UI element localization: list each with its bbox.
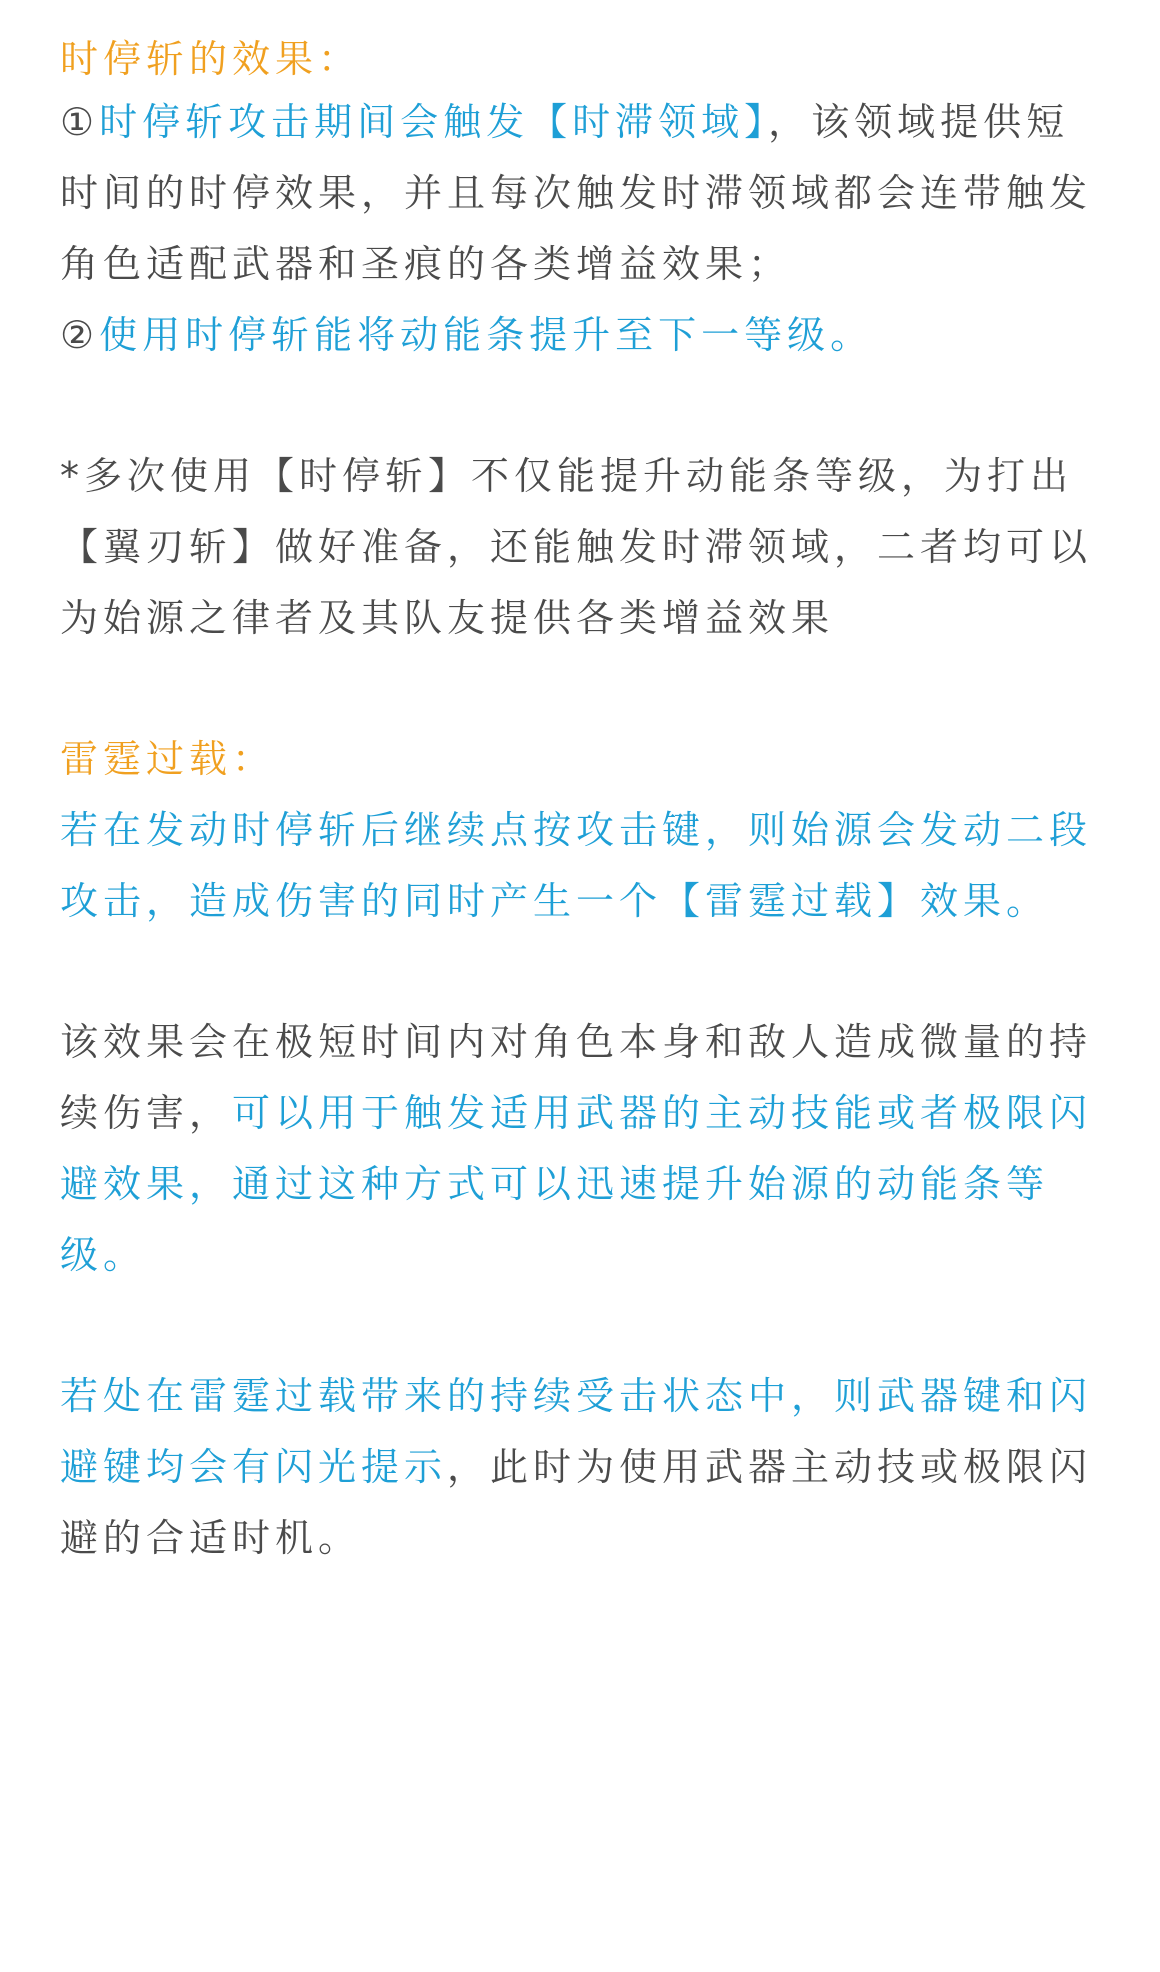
thunder-para-1-line-2: 攻击，造成伤害的同时产生一个【雷霆过载】效果。 xyxy=(60,879,1050,923)
thunder-para-2-line-3: 避效果，通过这种方式可以迅速提升始源的动能条等 xyxy=(60,1162,1050,1206)
thunder-para-2-line-4: 级。 xyxy=(60,1233,147,1277)
thunder-para-1-line-1: 若在发动时停斩后继续点按攻击键，则始源会发动二段 xyxy=(60,808,1093,852)
note-line-1: *多次使用【时停斩】不仅能提升动能条等级，为打出 xyxy=(60,454,1074,498)
note-line-2: 【翼刃斩】做好准备，还能触发时滞领域，二者均可以 xyxy=(60,525,1093,569)
thunder-para-3-text: ，此时为使用武器主动技或极限闪 xyxy=(447,1445,1093,1489)
thunder-para-3-highlight: 避键均会有闪光提示 xyxy=(60,1445,448,1489)
effect-item-1-line-3: 角色适配武器和圣痕的各类增益效果； xyxy=(60,242,792,286)
thunder-para-2-line-2 xyxy=(60,1088,1110,1138)
item-2-highlight: 使用时停斩能将动能条提升至下一等级。 xyxy=(99,313,874,357)
item-marker-1: ① xyxy=(60,100,100,144)
thunder-para-3-line-3: 避的合适时机。 xyxy=(60,1516,362,1560)
item-marker-2: ② xyxy=(60,313,100,357)
thunder-para-3-line-2 xyxy=(60,1442,1110,1492)
thunder-para-2-text: 续伤害， xyxy=(60,1091,233,1135)
section-heading-thunder-overload: 雷霆过载： xyxy=(60,737,276,781)
item-1-highlight: 时停斩攻击期间会触发【时滞领域】 xyxy=(99,100,769,144)
thunder-para-2-line-1: 该效果会在极短时间内对角色本身和敌人造成微量的持 xyxy=(60,1020,1093,1064)
section-heading-time-stop-slash: 时停斩的效果： xyxy=(60,37,362,81)
note-line-3: 为始源之律者及其队友提供各类增益效果 xyxy=(60,596,835,640)
effect-item-1-line-2: 时间的时停效果，并且每次触发时滞领域都会连带触发 xyxy=(60,171,1093,215)
effect-item-2 xyxy=(60,310,1110,360)
thunder-para-3-line-1: 若处在雷霆过载带来的持续受击状态中，则武器键和闪 xyxy=(60,1374,1093,1418)
effect-item-1-line-1 xyxy=(60,97,1110,147)
thunder-para-2-highlight: 可以用于触发适用武器的主动技能或者极限闪 xyxy=(232,1091,1093,1135)
item-1-text: ，该领域提供短 xyxy=(768,100,1070,144)
